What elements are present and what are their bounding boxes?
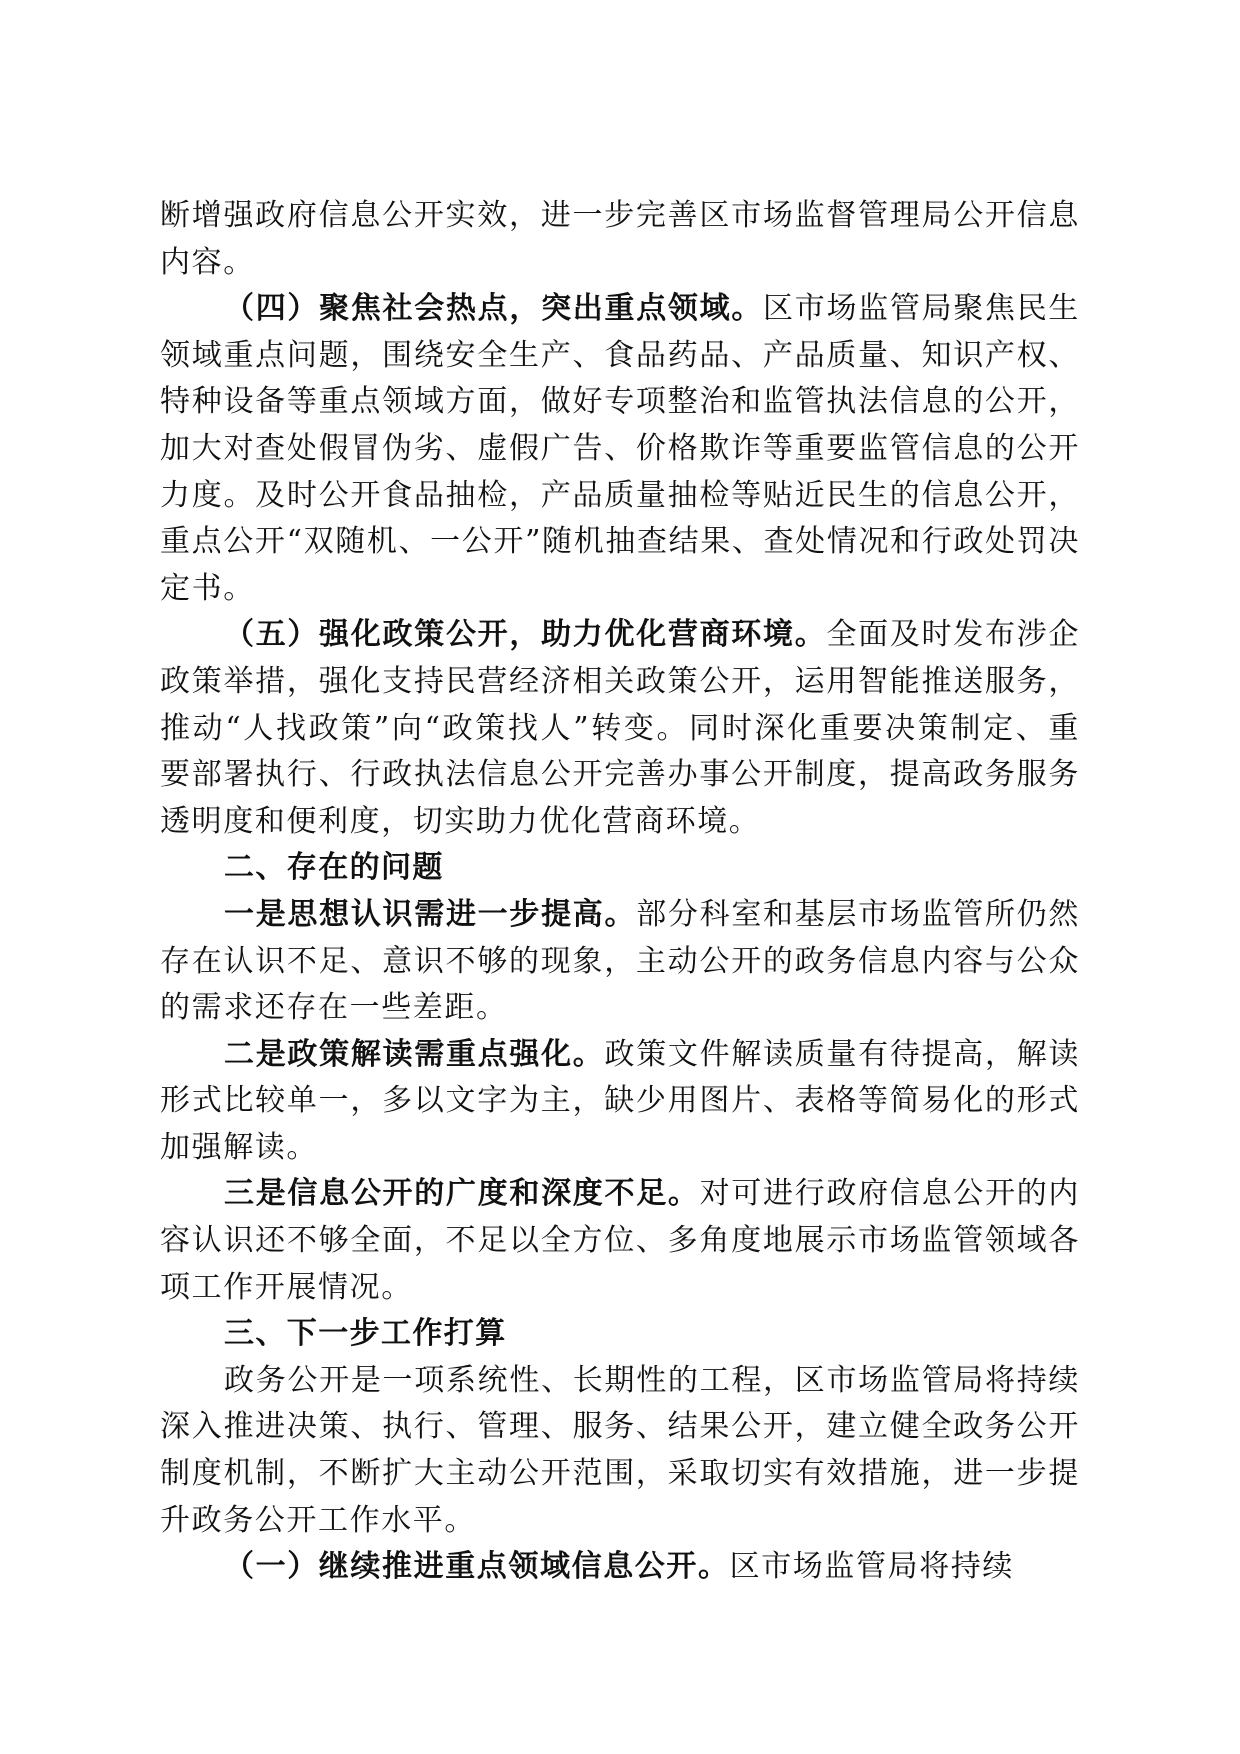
paragraph-lead: 一是思想认识需进一步提高。	[224, 896, 637, 932]
paragraph-text: 区市场监管局聚焦民生领域重点问题，围绕安全生产、食品药品、产品质量、知识产权、特种设备等重点领域方面，做好专项整治和监管执法信息的公开，加大对查处假冒伪劣、虚假广告、价格欺诈等重要监管信息的公开力度。及时公开食品抽检，产品质量抽检等贴近民生的信息公开，重点公开“双随机、一公开”随机抽查结果、查处情况和行政处罚决定书。	[160, 291, 1080, 606]
paragraph-problem-2	[160, 1032, 1080, 1172]
document-body	[160, 193, 1080, 1591]
paragraph-focus-hotspots	[160, 286, 1080, 612]
paragraph-lead: 二是政策解读需重点强化。	[224, 1036, 605, 1072]
paragraph-text: 对可进行政府信息公开的内容认识还不够全面，不足以全方位、多角度地展示市场监管领域各项工作开展情况。	[160, 1176, 1081, 1305]
paragraph-lead: （一）继续推进重点领域信息公开。	[224, 1549, 730, 1585]
paragraph-lead: 三是信息公开的广度和深度不足。	[224, 1176, 700, 1212]
paragraph-text: 全面及时发布涉企政策举措，强化支持民营经济相关政策公开，运用智能推送服务，推动“人找政策”向“政策找人”转变。同时深化重要决策制定、重要部署执行、行政执法信息公开完善办事公开制度，提高政务服务透明度和便利度，切实助力优化营商环境。	[160, 617, 1080, 839]
paragraph-lead: （五）强化政策公开，助力优化营商环境。	[224, 617, 827, 653]
paragraph-problem-3	[160, 1171, 1080, 1311]
section-heading-next-steps: 三、下一步工作打算	[224, 1316, 507, 1352]
paragraph-next-step-1	[160, 1544, 1080, 1591]
paragraph-text: 断增强政府信息公开实效，进一步完善区市场监督管理局公开信息内容。	[160, 198, 1080, 280]
paragraph-text: 政策文件解读质量有待提高，解读形式比较单一，多以文字为主，缺少用图片、表格等简易化的形式加强解读。	[160, 1036, 1081, 1165]
paragraph-policy-disclosure	[160, 612, 1080, 845]
paragraph-continuation	[160, 193, 1080, 286]
paragraph-next-steps-intro	[160, 1358, 1080, 1544]
paragraph-text: 部分科室和基层市场监管所仍然存在认识不足、意识不够的现象，主动公开的政务信息内容与公众的需求还存在一些差距。	[160, 896, 1080, 1026]
paragraph-lead: （四）聚焦社会热点，突出重点领域。	[224, 291, 764, 327]
paragraph-text: 政务公开是一项系统性、长期性的工程，区市场监管局将持续深入推进决策、执行、管理、服务、结果公开，建立健全政务公开制度机制，不断扩大主动公开范围，采取切实有效措施，进一步提升政务公开工作水平。	[160, 1362, 1080, 1538]
section-heading-problems: 二、存在的问题	[224, 850, 444, 886]
paragraph-text: 区市场监管局将持续	[729, 1549, 1015, 1585]
paragraph-problem-1	[160, 892, 1080, 1032]
